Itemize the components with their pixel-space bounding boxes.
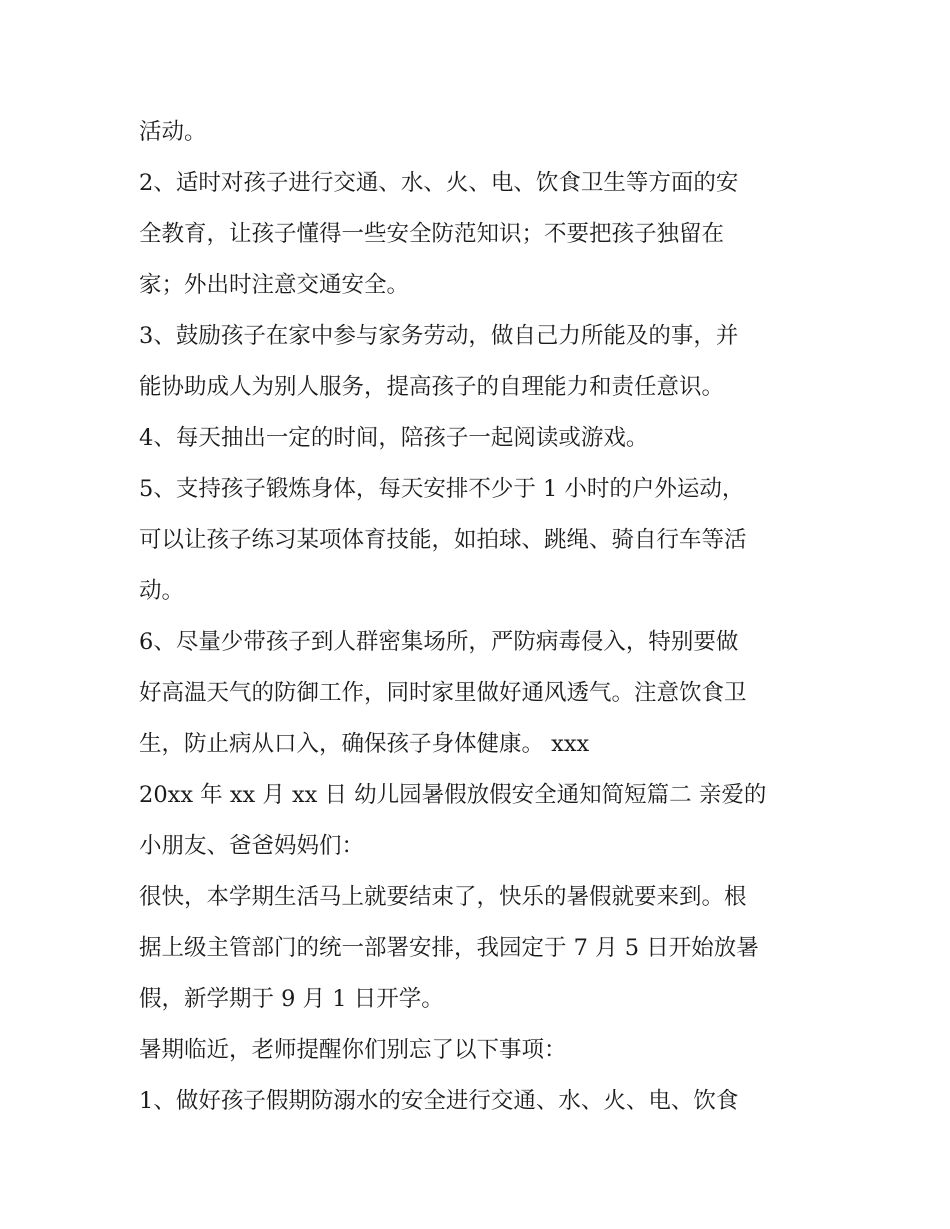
text-line: 据上级主管部门的统一部署安排，我园定于 7 月 5 日开始放暑: [139, 935, 759, 961]
text-line: 全教育，让孩子懂得一些安全防范知识；不要把孩子独留在: [139, 221, 725, 247]
text-line: 3、鼓励孩子在家中参与家务劳动，做自己力所能及的事，并: [139, 323, 739, 349]
text-line: 20xx 年 xx 月 xx 日 幼儿园暑假放假安全通知简短篇二 亲爱的: [139, 782, 767, 808]
text-line: 家；外出时注意交通安全。: [139, 272, 410, 298]
text-line: 4、每天抽出一定的时间，陪孩子一起阅读或游戏。: [139, 425, 649, 451]
text-line: 能协助成人为别人服务，提高孩子的自理能力和责任意识。: [139, 374, 725, 400]
text-line: 可以让孩子练习某项体育技能，如拍球、跳绳、骑自行车等活: [139, 527, 747, 553]
text-line: 很快，本学期生活马上就要结束了，快乐的暑假就要来到。根: [139, 884, 747, 910]
text-line: 5、支持孩子锻炼身体，每天安排不少于 1 小时的户外运动，: [139, 476, 745, 502]
text-line: 动。: [139, 578, 185, 604]
text-line: 小朋友、爸爸妈妈们：: [139, 833, 365, 859]
text-line: 6、尽量少带孩子到人群密集场所，严防病毒侵入，特别要做: [139, 629, 739, 655]
text-line: 1、做好孩子假期防溺水的安全进行交通、水、火、电、饮食: [139, 1088, 739, 1114]
text-line: 假，新学期于 9 月 1 日开学。: [139, 986, 444, 1012]
text-line: 活动。: [139, 119, 207, 145]
text-line: 生，防止病从口入，确保孩子身体健康。 xxx: [139, 731, 590, 757]
text-line: 好高温天气的防御工作，同时家里做好通风透气。注意饮食卫: [139, 680, 747, 706]
text-line: 2、适时对孩子进行交通、水、火、电、饮食卫生等方面的安: [139, 170, 739, 196]
document-body: [139, 107, 819, 1127]
text-line: 暑期临近，老师提醒你们别忘了以下事项：: [139, 1037, 567, 1063]
